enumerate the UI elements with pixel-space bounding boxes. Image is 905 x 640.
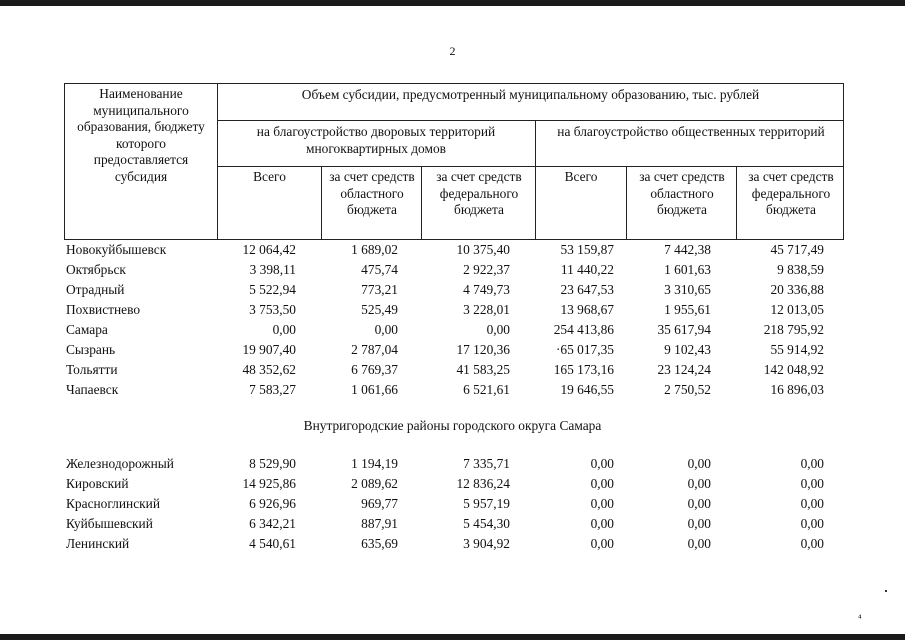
cell-value: 41 583,25 — [456, 362, 510, 377]
table-row — [64, 340, 844, 359]
cell-value: 142 048,92 — [763, 362, 824, 377]
header-divider — [217, 166, 843, 167]
cell-value: 12 836,24 — [456, 476, 510, 491]
cell-value: 4 749,73 — [463, 282, 510, 297]
header-total: Всего — [564, 169, 598, 184]
scan-mark: ⁴ — [858, 613, 862, 624]
table-row — [64, 380, 844, 399]
header-group-courtyards: на благоустройство дворовых территорий многоквартирных домов — [256, 124, 496, 156]
cell-value: 0,00 — [800, 476, 824, 491]
cell-value: 1 689,02 — [351, 242, 398, 257]
row-name: Кировский — [66, 476, 129, 491]
cell-value: 0,00 — [590, 476, 614, 491]
cell-value: 5 454,30 — [463, 516, 510, 531]
cell-value: 0,00 — [272, 322, 296, 337]
cell-value: 2 787,04 — [351, 342, 398, 357]
header-group-public: на благоустройство общественных территорий — [557, 124, 825, 139]
cell-value: 1 955,61 — [664, 302, 711, 317]
table-row — [64, 260, 844, 279]
header-name-column: Наименование муниципального образования, бюджету которого предоставляется субсидия — [77, 86, 205, 184]
row-name: Сызрань — [66, 342, 116, 357]
row-name: Ленинский — [66, 536, 130, 551]
row-name: Новокуйбышевск — [66, 242, 167, 257]
cell-value: 3 398,11 — [249, 262, 296, 277]
header-volume: Объем субсидии, предусмотренный муниципальному образованию, тыс. рублей — [301, 87, 760, 102]
cell-value: 0,00 — [687, 516, 711, 531]
header-total: Всего — [253, 169, 286, 184]
cell-value: 7 335,71 — [463, 456, 510, 471]
cell-value: 1 061,66 — [351, 382, 398, 397]
cell-value: 6 926,96 — [249, 496, 296, 511]
cell-value: 2 922,37 — [463, 262, 510, 277]
scan-speck — [885, 590, 887, 592]
row-name: Железнодорожный — [66, 456, 174, 471]
cell-value: 14 925,86 — [242, 476, 296, 491]
table-row — [64, 240, 844, 259]
row-name: Чапаевск — [66, 382, 119, 397]
page-number: 2 — [449, 44, 456, 58]
cell-value: 19 646,55 — [560, 382, 614, 397]
scan-border-bottom — [0, 634, 905, 640]
header-divider — [421, 167, 422, 239]
cell-value: 9 102,43 — [664, 342, 711, 357]
cell-value: 35 617,94 — [657, 322, 711, 337]
cell-value: 0,00 — [590, 516, 614, 531]
cell-value: 3 310,65 — [664, 282, 711, 297]
cell-value: 1 601,63 — [664, 262, 711, 277]
cell-value: 6 769,37 — [351, 362, 398, 377]
table-row — [64, 534, 844, 553]
row-name: Самара — [66, 322, 108, 337]
cell-value: 8 529,90 — [249, 456, 296, 471]
cell-value: 20 336,88 — [770, 282, 824, 297]
cell-value: 0,00 — [687, 456, 711, 471]
cell-value: 19 907,40 — [242, 342, 296, 357]
header-divider — [321, 167, 322, 239]
row-name: Тольятти — [66, 362, 118, 377]
cell-value: 0,00 — [800, 516, 824, 531]
cell-value: 12 013,05 — [770, 302, 824, 317]
table-row — [64, 494, 844, 513]
table-row — [64, 454, 844, 473]
row-name: Похвистнево — [66, 302, 141, 317]
header-federal: за счет средств федерального бюджета — [748, 169, 834, 217]
cell-value: 6 342,21 — [249, 516, 296, 531]
cell-value: 0,00 — [590, 536, 614, 551]
cell-value: 13 968,67 — [560, 302, 614, 317]
cell-value: 10 375,40 — [456, 242, 510, 257]
cell-value: 23 647,53 — [560, 282, 614, 297]
cell-value: 525,49 — [361, 302, 398, 317]
cell-value: 0,00 — [486, 322, 510, 337]
cell-value: 12 064,42 — [242, 242, 296, 257]
cell-value: 0,00 — [800, 496, 824, 511]
header-regional: за счет средств областного бюджета — [329, 169, 415, 217]
table-row — [64, 320, 844, 339]
cell-value: 0,00 — [590, 496, 614, 511]
table-row — [64, 360, 844, 379]
row-name: Отрадный — [66, 282, 125, 297]
cell-value: 0,00 — [687, 476, 711, 491]
cell-value: 475,74 — [361, 262, 398, 277]
table-row — [64, 300, 844, 319]
cell-value: 0,00 — [800, 536, 824, 551]
cell-value: 0,00 — [590, 456, 614, 471]
cell-value: 11 440,22 — [560, 262, 614, 277]
section-title: Внутригородские районы городского округа Самара — [303, 418, 602, 433]
cell-value: 0,00 — [687, 496, 711, 511]
row-name: Куйбышевский — [66, 516, 153, 531]
cell-value: 0,00 — [800, 456, 824, 471]
cell-value: 7 583,27 — [249, 382, 296, 397]
header-regional: за счет средств областного бюджета — [639, 169, 725, 217]
cell-value: 165 173,16 — [553, 362, 614, 377]
cell-value: 16 896,03 — [770, 382, 824, 397]
cell-value: 6 521,61 — [463, 382, 510, 397]
header-divider — [217, 120, 843, 121]
cell-value: 53 159,87 — [560, 242, 614, 257]
table-row — [64, 514, 844, 533]
cell-value: 2 089,62 — [351, 476, 398, 491]
table-row — [64, 280, 844, 299]
cell-value: 969,77 — [361, 496, 398, 511]
header-divider — [217, 84, 218, 239]
cell-value: 887,91 — [361, 516, 398, 531]
header-divider — [736, 167, 737, 239]
cell-value: 1 194,19 — [351, 456, 398, 471]
header-divider — [626, 167, 627, 239]
cell-value: 3 228,01 — [463, 302, 510, 317]
row-name: Красноглинский — [66, 496, 160, 511]
cell-value: 3 753,50 — [249, 302, 296, 317]
cell-value: 17 120,36 — [456, 342, 510, 357]
cell-value: ·65 017,35 — [555, 342, 614, 357]
cell-value: 0,00 — [687, 536, 711, 551]
cell-value: 23 124,24 — [657, 362, 711, 377]
cell-value: 2 750,52 — [664, 382, 711, 397]
cell-value: 48 352,62 — [242, 362, 296, 377]
scan-border-top — [0, 0, 905, 6]
row-name: Октябрьск — [66, 262, 126, 277]
header-federal: за счет средств федерального бюджета — [436, 169, 522, 217]
table-header — [64, 83, 844, 240]
table-row — [64, 474, 844, 493]
cell-value: 218 795,92 — [763, 322, 824, 337]
cell-value: 254 413,86 — [553, 322, 614, 337]
cell-value: 55 914,92 — [770, 342, 824, 357]
cell-value: 3 904,92 — [463, 536, 510, 551]
cell-value: 635,69 — [361, 536, 398, 551]
cell-value: 7 442,38 — [664, 242, 711, 257]
cell-value: 9 838,59 — [777, 262, 824, 277]
cell-value: 4 540,61 — [249, 536, 296, 551]
cell-value: 0,00 — [374, 322, 398, 337]
cell-value: 45 717,49 — [770, 242, 824, 257]
cell-value: 773,21 — [361, 282, 398, 297]
cell-value: 5 957,19 — [463, 496, 510, 511]
cell-value: 5 522,94 — [249, 282, 296, 297]
